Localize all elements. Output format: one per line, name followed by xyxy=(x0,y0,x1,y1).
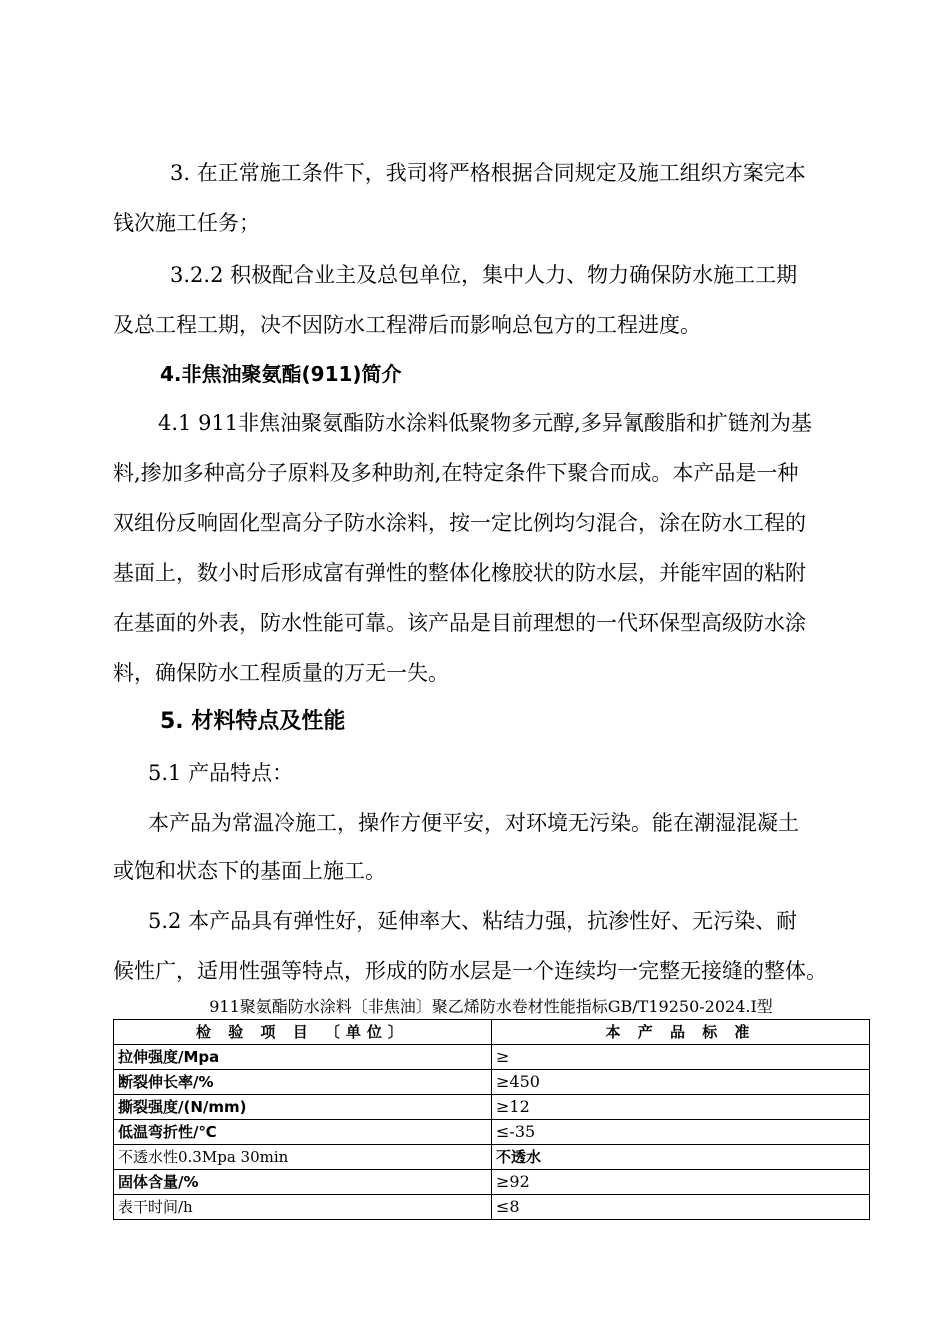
table-row xyxy=(114,1170,870,1195)
paragraph-3-line-2: 钱次施工任务； xyxy=(113,211,260,235)
table-row xyxy=(114,1045,870,1070)
standard-value-cell: ≥ xyxy=(492,1045,870,1070)
test-item-cell: 表干时间/h xyxy=(114,1195,492,1220)
paragraph-product-line-1: 本产品为常温冷施工，操作方便平安，对环境无污染。能在潮湿混凝土 xyxy=(148,811,799,835)
paragraph-product-line-2: 或饱和状态下的基面上施工。 xyxy=(113,859,386,883)
header-product-standard: 本 产 品 标 准 xyxy=(492,1020,870,1045)
standard-value-cell: ≥12 xyxy=(492,1095,870,1120)
paragraph-4-1-line: 基面上，数小时后形成富有弹性的整体化橡胶状的防水层，并能牢固的粘附 xyxy=(113,561,806,585)
standard-value-cell: ≥450 xyxy=(492,1070,870,1095)
paragraph-4-1-line: 4.1 911非焦油聚氨酯防水涂料低聚物多元醇,多异氰酸脂和扩链剂为基 xyxy=(158,411,812,435)
paragraph-3-2-2-line-1: 3.2.2 积极配合业主及总包单位，集中人力、物力确保防水施工工期 xyxy=(170,263,798,287)
standard-value-cell: 不透水 xyxy=(492,1145,870,1170)
paragraph-5-2-line-2: 候性广，适用性强等特点，形成的防水层是一个连续均一完整无接缝的整体。 xyxy=(113,959,827,983)
paragraph-3-2-2-line-2: 及总工程工期，决不因防水工程滞后而影响总包方的工程进度。 xyxy=(113,313,701,337)
test-item-cell: 撕裂强度/(N/mm) xyxy=(114,1095,492,1120)
paragraph-4-1-line: 料,掺加多种高分子原料及多种助剂,在特定条件下聚合而成。本产品是一种 xyxy=(113,461,799,485)
section-heading-4: 4.非焦油聚氨酯(911)简介 xyxy=(160,362,402,386)
test-item-cell: 低温弯折性/℃ xyxy=(114,1120,492,1145)
test-item-cell: 拉伸强度/Mpa xyxy=(114,1045,492,1070)
standard-value-cell: ≤8 xyxy=(492,1195,870,1220)
paragraph-4-1-line: 在基面的外表，防水性能可靠。该产品是目前理想的一代环保型高级防水涂 xyxy=(113,611,806,635)
test-item-cell: 固体含量/% xyxy=(114,1170,492,1195)
table-row xyxy=(114,1070,870,1095)
table-row xyxy=(114,1195,870,1220)
table-row xyxy=(114,1095,870,1120)
paragraph-4-1-line: 双组份反响固化型高分子防水涂料，按一定比例均匀混合，涂在防水工程的 xyxy=(113,511,806,535)
paragraph-4-1-line: 料，确保防水工程质量的万无一失。 xyxy=(113,661,449,685)
standard-value-cell: ≥92 xyxy=(492,1170,870,1195)
test-item-cell: 不透水性0.3Mpa 30min xyxy=(114,1145,492,1170)
standard-value-cell: ≤-35 xyxy=(492,1120,870,1145)
paragraph-5-1: 5.1 产品特点： xyxy=(148,761,294,785)
table-row xyxy=(114,1145,870,1170)
paragraph-3-line-1: 3. 在正常施工条件下，我司将严格根据合同规定及施工组织方案完本 xyxy=(170,161,806,185)
table-caption: 911聚氨酯防水涂料〔非焦油〕聚乙烯防水卷材性能指标GB/T19250-2024.I型 xyxy=(209,997,773,1016)
header-test-item: 检 验 项 目 〔单位〕 xyxy=(114,1020,492,1045)
test-item-cell: 断裂伸长率/% xyxy=(114,1070,492,1095)
table-header-row xyxy=(114,1020,870,1045)
section-heading-5: 5. 材料特点及性能 xyxy=(160,709,346,734)
performance-spec-table xyxy=(113,1019,870,1220)
table-row xyxy=(114,1120,870,1145)
paragraph-5-2-line-1: 5.2 本产品具有弹性好，延伸率大、粘结力强，抗渗性好、无污染、耐 xyxy=(148,909,798,933)
